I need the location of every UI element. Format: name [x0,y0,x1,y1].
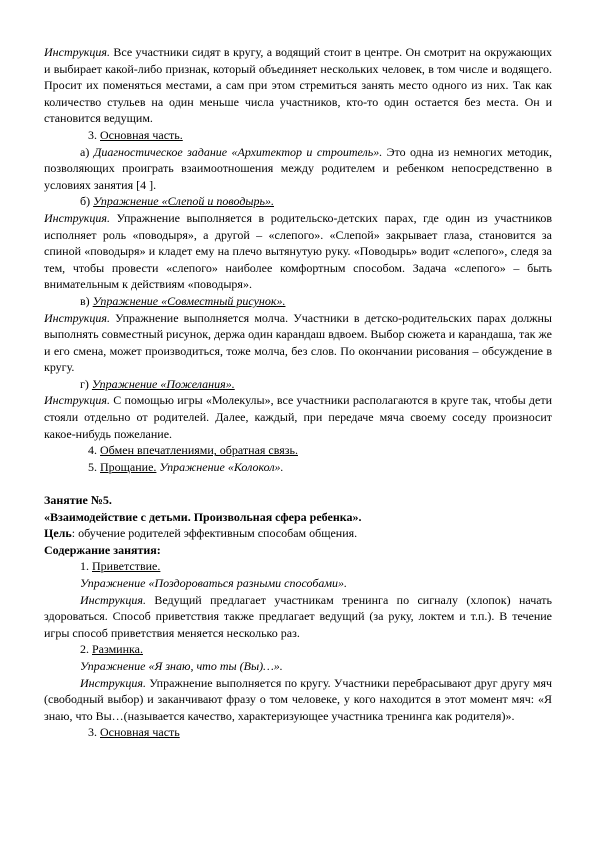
section-number: 5. [88,459,100,474]
paragraph-text: Ведущий предлагает участникам тренинга по сигналу (хлопок) начать здороваться. Способ приветствия также предлагает ведущий (за руку, локтем и т.п.). В течение игры способ приветствия меняется несколько раз. [44,592,552,640]
item-title: Упражнение «Совместный рисунок». [92,293,286,308]
instruction-label: Инструкция. [44,210,110,225]
instruction-label: Инструкция. [80,592,146,607]
section-number: 2. [80,642,92,657]
paragraph-text: С помощью игры «Молекулы», все участники располагаются в круге так, чтобы дети стояли отдельно от родителей. Далее, каждый, при передаче мяча своему соседу произносит какое-нибудь пожелание. [44,393,552,441]
paragraph-text: Упражнение выполняется в родительско-детских парах, где один из участников исполняет роль «поводыря», а другой – «слепого». «Слепой» закрывает глаза, становится за спиной «поводыря» и кладет ему на плечо вытянутую руку. «Поводырь» водит «слепого», следя за тем, чтобы провести «слепого» наиболее комфортным способом. Задача «слепого» – быть внимательным к действиям «поводыря». [44,210,552,292]
section-title: Обмен впечатлениями, обратная связь. [100,443,298,458]
paragraph-text: Упражнение выполняется молча. Участники в детско-родительских парах должны выполнять совместный рисунок, держа один карандаш вдвоем. Выбор сюжета и карандаша, так же и его смена, может производиться, тоже молча, без слов. По окончании рисования – обсуждение в кругу. [44,310,552,375]
paragraph-instruction-i-know [44,675,552,725]
item-prefix: а) [80,144,94,159]
section-heading-warmup [44,641,552,658]
exercise-title: Упражнение «Колокол». [159,459,284,474]
section-number: 4. [88,443,100,458]
section-title: Основная часть [100,725,180,740]
item-prefix: г) [80,376,92,391]
section-heading-main-part-2 [44,724,552,741]
paragraph-instruction-wishes [44,392,552,442]
goal-label: Цель [44,526,72,541]
session-subtitle: «Взаимодействие с детьми. Произвольная сфера ребенка». [44,509,362,524]
section-number: 3. [88,127,100,142]
item-v-heading [44,293,552,310]
section-title: Приветствие. [92,559,161,574]
paragraph-instruction-game [44,44,552,127]
section-heading-feedback [44,442,552,459]
instruction-label: Инструкция. [80,675,146,690]
blank-line [44,475,552,492]
session-title: Занятие №5. [44,493,112,508]
item-title: Упражнение «Пожелания». [91,376,235,391]
session-content-label: Содержание занятия: [44,542,161,557]
item-text: Это одна из немногих методик, позволяющих проиграть взаимоотношения между родителем и ребенком непосредственно в условиях занятия [4 ]. [44,144,552,192]
session-goal [44,525,552,542]
paragraph-text: Все участники сидят в кругу, а водящий стоит в центре. Он смотрит на окружающих и выбирает какой-либо признак, который объединяет нескольких человек, в том числе и водящего. Просит их поменяться местами, а сам при этом стремиться занять место одного из них. Так как количество стульев на один меньше числа участников, кто-то один остается без места. Он и становится ведущим. [44,45,552,126]
section-heading-main-part [44,127,552,144]
section-title: Разминка. [92,642,143,657]
item-prefix: в) [80,293,93,308]
paragraph-text: Упражнение выполняется по кругу. Участники перебрасывают друг другу мяч (свободный выбор) и заканчивают фразу о том человеке, у кого находится в этот момент мяч: «Я знаю, что Вы…(называется качество, характеризующее участника тренинга как родителя)». [44,675,552,723]
paragraph-instruction-greeting [44,592,552,642]
exercise-i-know-title: Упражнение «Я знаю, что ты (Вы)…». [80,658,283,673]
instruction-label: Инструкция. [44,393,110,408]
section-number: 3. [88,725,100,740]
document-page [44,44,552,741]
section-title: Основная часть. [100,127,183,142]
item-g-heading [44,376,552,393]
section-heading-greeting [44,558,552,575]
item-title: Упражнение «Слепой и поводырь». [93,194,274,209]
item-b-heading [44,193,552,210]
section-heading-farewell [44,459,552,476]
item-prefix: б) [80,194,94,209]
instruction-label: Инструкция. [44,45,110,59]
instruction-label: Инструкция. [44,310,110,325]
paragraph-instruction-joint-drawing [44,310,552,376]
section-title: Прощание. [100,459,157,474]
paragraph-instruction-blind-guide [44,210,552,293]
exercise-greeting-title: Упражнение «Поздороваться разными способами». [80,576,348,590]
item-title: Диагностическое задание «Архитектор и строитель». [93,144,383,159]
goal-text: : обучение родителей эффективным способам общения. [71,526,358,541]
section-number: 1. [80,559,92,574]
item-a-architect-builder [44,144,552,194]
